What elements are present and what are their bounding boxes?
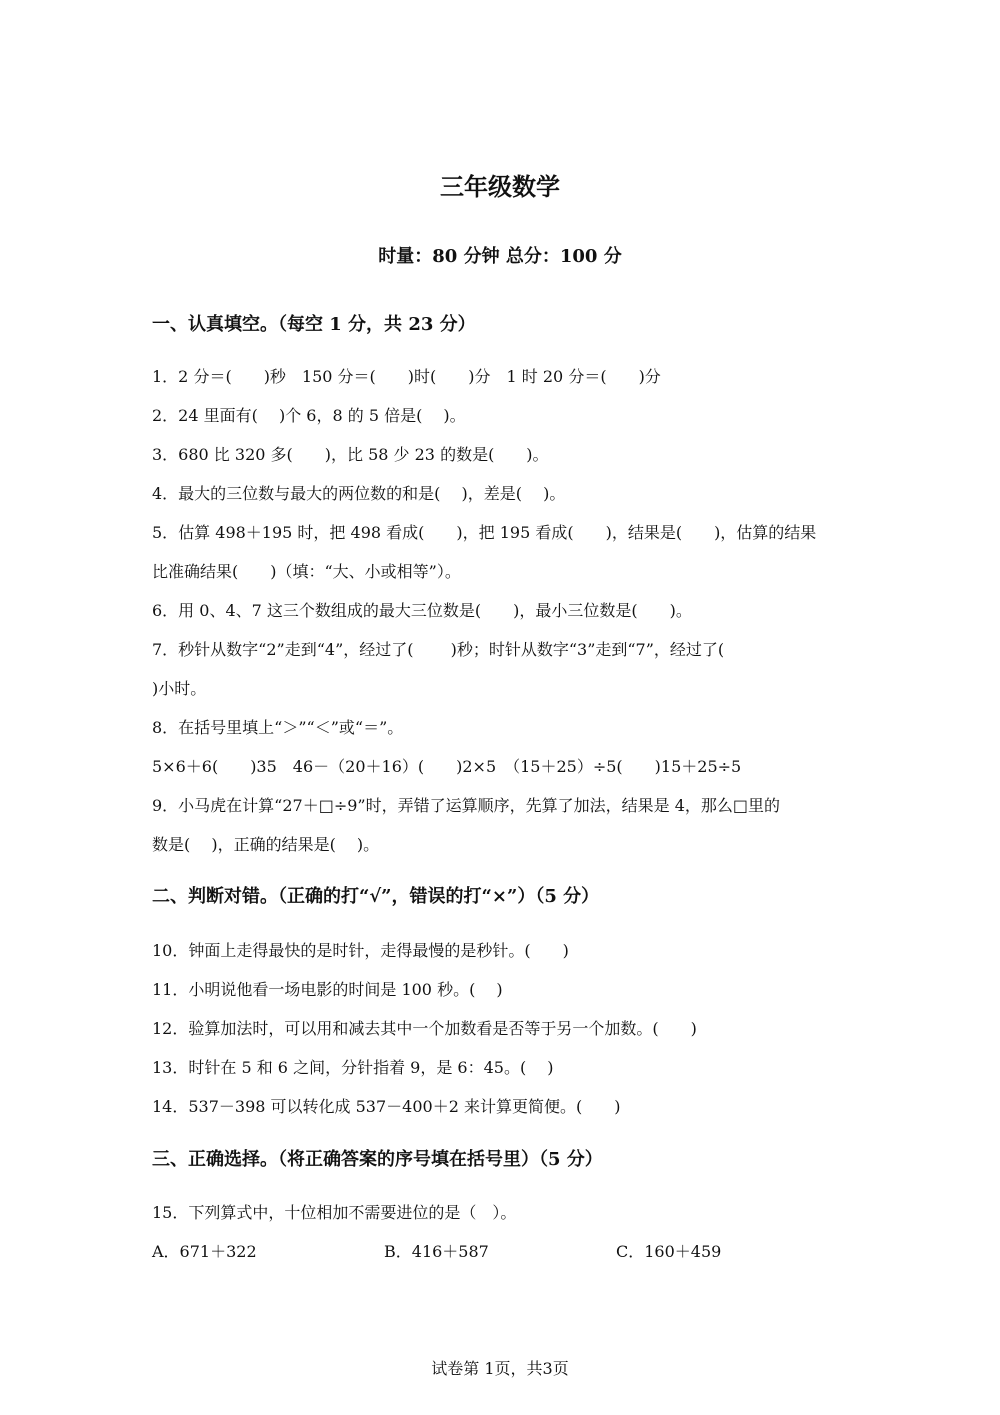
question-15: 15．下列算式中，十位相加不需要进位的是（ ）。: [152, 1203, 517, 1222]
option-c: C．160＋459: [616, 1242, 722, 1261]
question-5-cont: 比准确结果( )（填：“大、小或相等”）。: [152, 562, 461, 581]
question-12: 12．验算加法时，可以用和减去其中一个加数看是否等于另一个加数。( ): [152, 1019, 697, 1038]
question-10: 10．钟面上走得最快的是时针，走得最慢的是秒针。( ): [152, 941, 569, 960]
section-heading-true-false: 二、判断对错。（正确的打“√”，错误的打“×”）（5 分）: [152, 886, 600, 907]
option-a: A．671＋322: [152, 1242, 257, 1261]
section-heading-choice: 三、正确选择。（将正确答案的序号填在括号里）（5 分）: [152, 1149, 603, 1170]
question-5: 5．估算 498＋195 时，把 498 看成( )，把 195 看成( )，结果是( )，估算的结果: [152, 523, 817, 542]
exam-info: 时量：80 分钟 总分：100 分: [378, 246, 622, 267]
question-1: 1．2 分＝( )秒 150 分＝( )时( )分 1 时 20 分＝( )分: [152, 367, 661, 386]
question-3: 3．680 比 320 多( )，比 58 少 23 的数是( )。: [152, 445, 549, 464]
question-2: 2．24 里面有( )个 6，8 的 5 倍是( )。: [152, 406, 466, 425]
question-9: 9．小马虎在计算“27＋□÷9”时，弄错了运算顺序，先算了加法，结果是 4，那么□里的: [152, 796, 780, 815]
page-footer: 试卷第 1页，共3页: [431, 1359, 569, 1378]
page-title: 三年级数学: [440, 173, 560, 201]
question-4: 4．最大的三位数与最大的两位数的和是( )，差是( )。: [152, 484, 566, 503]
question-7: 7．秒针从数字“2”走到“4”，经过了( )秒；时针从数字“3”走到“7”，经过了(: [152, 640, 725, 659]
question-14: 14．537－398 可以转化成 537－400＋2 来计算更简便。( ): [152, 1097, 621, 1116]
question-8: 8．在括号里填上“＞”“＜”或“＝”。: [152, 718, 404, 737]
section-heading-fill-blank: 一、认真填空。（每空 1 分，共 23 分）: [152, 314, 476, 335]
question-9-cont: 数是( )，正确的结果是( )。: [152, 835, 380, 854]
question-7-cont: )小时。: [152, 679, 207, 698]
question-8-items: 5×6＋6( )35 46－（20＋16）( )2×5 （15＋25）÷5( )15＋25÷5: [152, 757, 742, 776]
option-b: B．416＋587: [384, 1242, 489, 1261]
question-11: 11．小明说他看一场电影的时间是 100 秒。( ): [152, 980, 503, 999]
question-13: 13．时针在 5 和 6 之间，分针指着 9，是 6：45。( ): [152, 1058, 554, 1077]
question-6: 6．用 0、4、7 这三个数组成的最大三位数是( )，最小三位数是( )。: [152, 601, 692, 620]
